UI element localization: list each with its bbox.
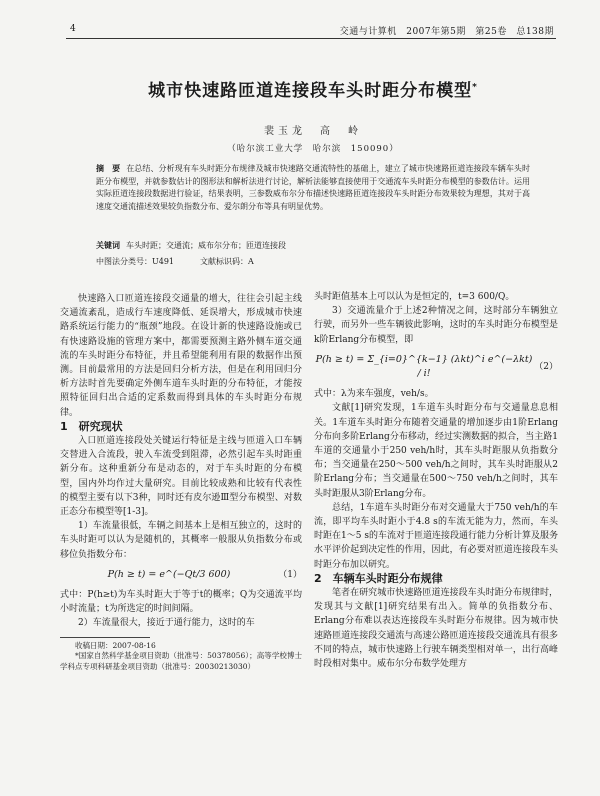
section-1-heading: 1 研究现状: [60, 419, 123, 433]
affiliation: （哈尔滨工业大学 哈尔滨 150090）: [227, 144, 399, 154]
keywords-text: 车头时距；交通流；威布尔分布；匝道连接段: [126, 241, 286, 250]
continued-paragraph: 头时距值基本上可以认为是恒定的，t=3 600/Q。: [314, 292, 515, 302]
keywords: [96, 240, 530, 251]
footnote-rule: [60, 637, 150, 638]
section-1-paragraph-5: 文献[1]研究发现，1车道车头时距分布与交通量息息相关。1车道车头时距分布随着交通量的增加逐步由1阶Erlang分布向多阶Erlang分布移动，经过实测数据的拟合，当主路1车道的交通量小于250 veh/h时，其车头时距服从负指数分布；当交通量在250～500 veh/h之间时，其车头时距服从2阶Erlang分布；当交通量在500～750 veh/h之间时，其车头时距服从3阶Erlang分布。: [314, 403, 558, 499]
authors: 裴玉龙 高 岭: [264, 126, 362, 137]
equation-1: [60, 568, 302, 582]
equation-2: [314, 353, 558, 381]
section-1-paragraph-3: 2）车流量很大，接近于通行能力，这时的车: [78, 618, 255, 629]
abstract: [96, 162, 530, 213]
intro-paragraph: 快速路入口匝道连接段交通量的增大，往往会引起主线交通流紊乱，造成行车速度降低、延误增大，形成城市快速路系统运行能力的“瓶颈”地段。在设计新的快速路设施或已有快速路设施的管理方案中，都需要预测主路外侧车道交通流的车头时距分布特征，并且希望能利用有限的数据作出预测。目前最常用的方法是回归分析方法，但是在利用回归分析方法时首先要确定外侧车道车头时距的分布特征，才能按照特征回归出合适的定系数而得到具体的车头时距分布规律。: [60, 294, 302, 418]
equation-1-number: （1）: [278, 569, 302, 580]
left-column: [60, 292, 302, 672]
journal-info: 交通与计算机 2007年第5期 第25卷 总138期: [339, 27, 554, 37]
header-rule: [66, 38, 556, 39]
keywords-label: 关键词: [96, 240, 120, 250]
abstract-label: 摘 要: [96, 163, 121, 173]
section-1-paragraph-2: 1）车流量很低，车辆之间基本上是相互独立的，这时的车头时距可以认为是随机的，其概率一般服从负指数分布或移位负指数分布：: [60, 521, 302, 560]
page-number: 4: [70, 24, 77, 34]
section-1-paragraph-4: 3）交通流量介于上述2种情况之间，这时部分车辆独立行驶，而另外一些车辆彼此影响，这时的车头时距分布模型是k阶Erlang分布模型，即: [314, 306, 558, 345]
footnote-funding: *国家自然科学基金项目资助（批准号：50378056）；高等学校博士学科点专项科研基金项目资助（批准号：20030213030）: [60, 651, 302, 671]
clc-number: 中图法分类号：U491: [96, 257, 175, 266]
equation-1-description: 式中：P(h≥t)为车头时距大于等于t的概率；Q为交通流平均小时流量；t为所选定的时间间隔。: [60, 590, 302, 615]
title-footnote-mark: *: [472, 82, 478, 93]
section-1-paragraph-1: 入口匝道连接段处关键运行特征是主线与匝道入口车辆交替进入合流段，驶入车流受到阻滞，必然引起车头时距重新分布。这种重新分布是动态的，对于车头时距的分布模型，国内外均作过大量研究。目前比较成熟和比较有代表性的模型主要有以下3种，同时还有皮尔逊Ⅲ型分布模型、对数正态分布模型等[1-3]。: [60, 436, 302, 518]
classification: [96, 256, 530, 267]
section-2-heading: 2 车辆车头时距分布规律: [314, 571, 443, 585]
abstract-text: 在总结、分析现有车头时距分布规律及城市快速路交通流特性的基础上，建立了城市快速路匝道连接段车辆车头时距分布模型，并就参数估计的图形法和解析法进行讨论，解析法能够直接使用于交通流车头时距分布模型的参数估计。运用实际匝道连接段数据进行验证，结果表明，三参数威布尔分布描述快速路匝道连接段车头时距分布效果较为理想，其对于高速度交通流描述效果较负指数分布、爱尔朗分布等具有明显优势。: [96, 164, 530, 211]
equation-2-number: （2）: [534, 361, 558, 372]
equation-2-formula: P(h ≥ t) = Σ_{i=0}^{k−1} (λkt)^i e^(−λkt) / i!: [315, 353, 533, 380]
equation-2-description: 式中：λ为来车强度，veh/s。: [314, 389, 434, 400]
section-2-paragraph-1: 笔者在研究城市快速路匝道连接段车头时距分布规律时，发现其与文献[1]研究结果有出入。简单的负指数分布、Erlang分布难以表达连接段车头时距分布规律。因为城市快速路匝道连接段交通流与高速公路匝道连接段交通流具有很多不同的特点，城市快速路上行驶车辆类型相对单一，出行高峰时段相对集中。威布尔分布数学处理方: [314, 588, 558, 670]
section-1-paragraph-6: 总结，1车道车头时距分布对交通量大于750 veh/h的车流，即平均车头时距小于4.8 s的车流无能为力，然而，车头时距在1～5 s的车流对于匝道连接段通行能力分析计算及服务水平评价起到决定性的作用，因此，有必要对匝道连接段车头时距分布加以研究。: [314, 502, 558, 570]
footnote-received: 收稿日期：2007-08-16: [75, 640, 156, 650]
paper-title: [70, 76, 556, 101]
right-column: [314, 290, 558, 671]
paper-title-text: 城市快速路匝道连接段车头时距分布模型: [148, 81, 473, 101]
equation-1-formula: P(h ≥ t) = e^(−Qt/3 600): [107, 568, 231, 580]
document-code: 文献标识码：A: [200, 257, 254, 266]
